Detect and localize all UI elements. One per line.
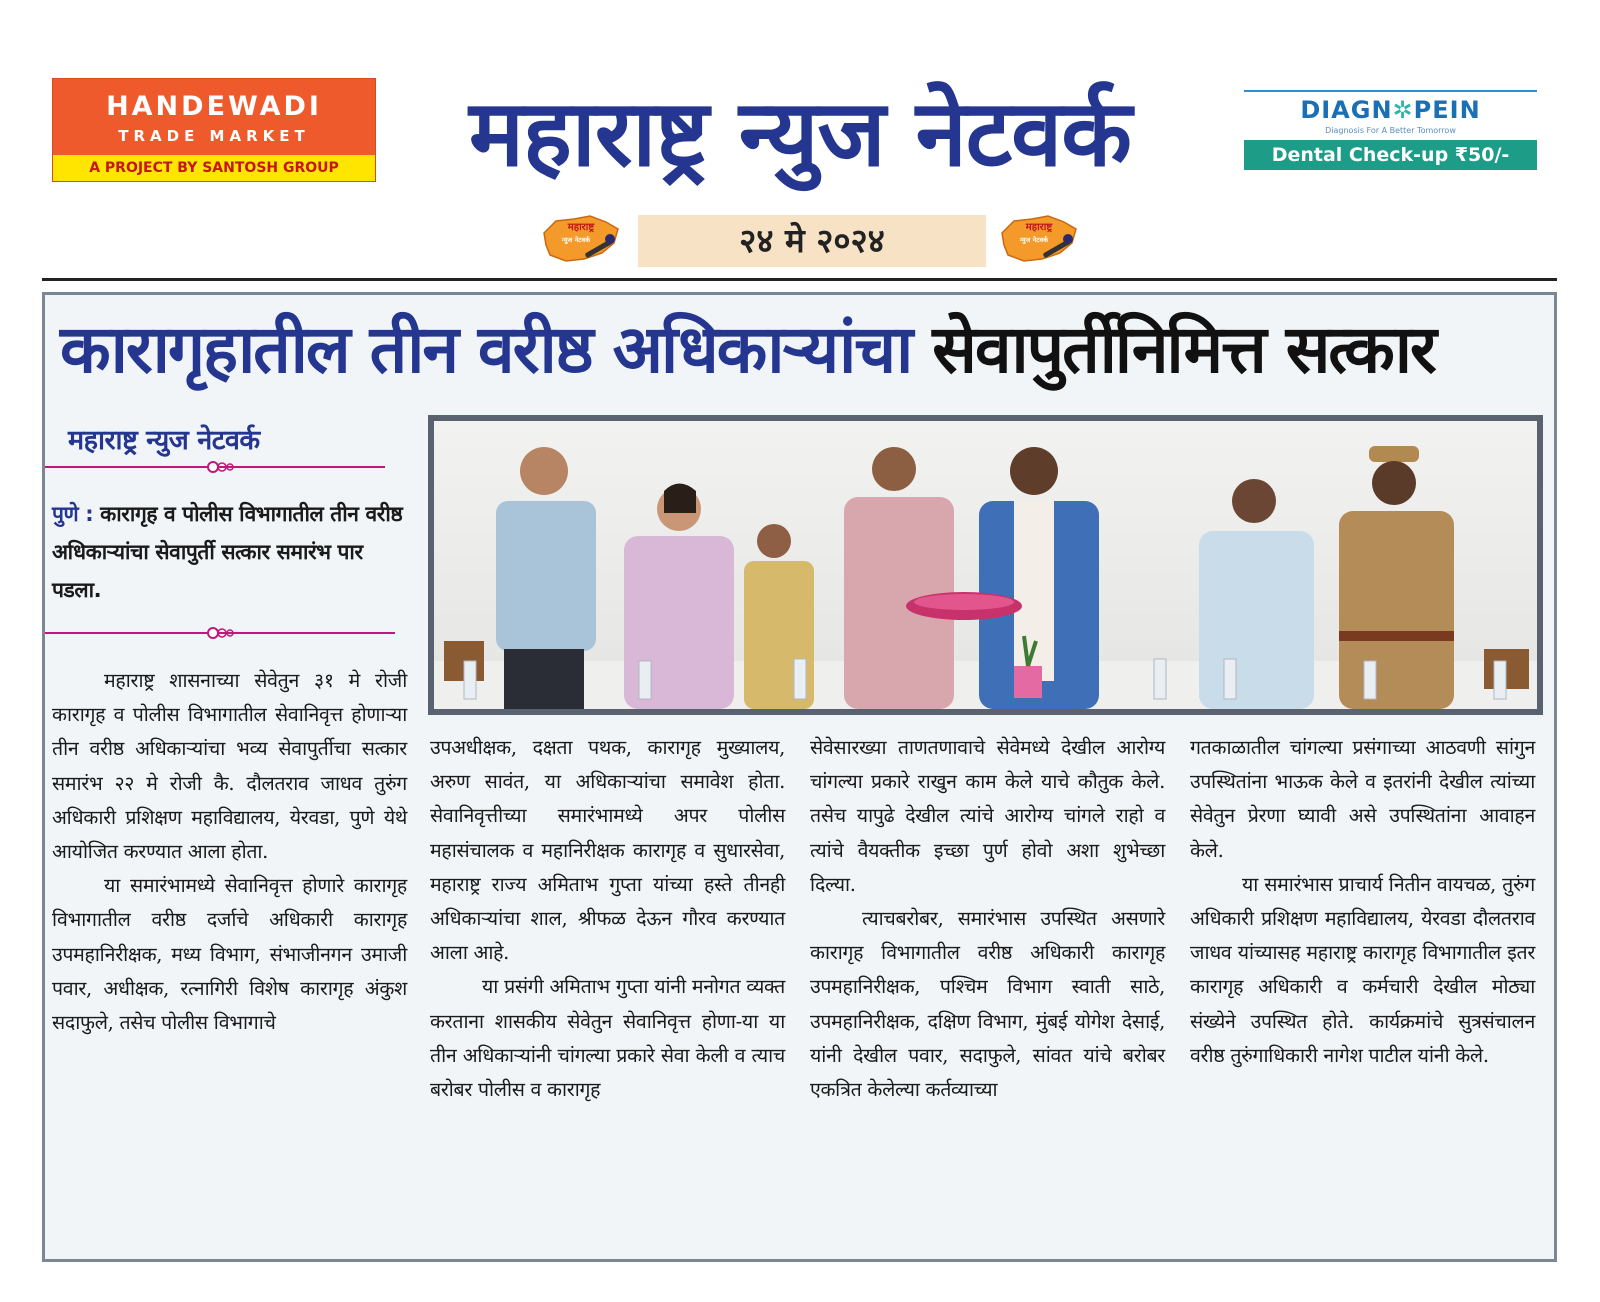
- maharashtra-map-logo-right: [998, 213, 1080, 267]
- paragraph: गतकाळातील चांगल्या प्रसंगाच्या आठवणी सांगुन उपस्थितांना भाऊक केले व इतरांनी देखील त्यांच्या सेवेतुन प्रेरणा घ्यावी असे उपस्थितांना आवाहन केले.: [1190, 736, 1535, 862]
- ad-tagline: Diagnosis For A Better Tomorrow: [1325, 126, 1456, 135]
- article-summary: पुणे : कारागृह व पोलीस विभागातील तीन वरीष्ठ अधिकाऱ्यांचा सेवापुर्ती सत्कार समारंभ पार पडला.: [52, 502, 403, 602]
- ad-brand-name: HANDEWADI: [106, 91, 322, 122]
- masthead-title: महाराष्ट्र न्युज नेटवर्क: [469, 80, 1131, 187]
- paragraph: त्याचबरोबर, समारंभास उपस्थित असणारे कारागृह विभागातील वरीष्ठ अधिकारी कारागृह उपमहानिरीक्षक, पश्चिम विभाग स्वाती साठे, उपमहानिरीक्षक, दक्षिण विभाग, मुंबई योगेश देसाई, यांनी देखील पवार, सदाफुले, सांवत यांचे बरोबर एकत्रित केलेल्या कर्तव्याच्या: [810, 907, 1165, 1102]
- ad-brand-subtitle: TRADE MARKET: [118, 127, 310, 145]
- svg-text:न्युज नेटवर्क: न्युज नेटवर्क: [561, 236, 591, 244]
- maharashtra-map-logo-left: [540, 213, 622, 267]
- svg-text:महाराष्ट्र: महाराष्ट्र: [1025, 222, 1053, 233]
- article-column-1: [52, 664, 407, 1040]
- ad-logo: DIAGN✲PEIN: [1300, 96, 1481, 124]
- felicitation-photo: [428, 415, 1543, 715]
- svg-text:न्युज नेटवर्क: न्युज नेटवर्क: [1019, 236, 1049, 244]
- article-column-2: [430, 731, 785, 1107]
- ornament-divider-top: [45, 460, 385, 474]
- ad-offer-banner: Dental Check-up ₹50/-: [1244, 140, 1537, 170]
- svg-text:महाराष्ट्र: महाराष्ट्र: [567, 222, 595, 233]
- ornament-divider-bottom: [45, 626, 395, 640]
- article-column-3: [810, 731, 1165, 1107]
- header-divider: [42, 278, 1557, 281]
- handewadi-advertisement[interactable]: [52, 78, 376, 182]
- article-byline: महाराष्ट्र न्युज नेटवर्क: [68, 425, 260, 456]
- paragraph: या समारंभामध्ये सेवानिवृत्त होणारे कारागृह विभागातील वरीष्ठ दर्जाचे अधिकारी कारागृह उपमहानिरीक्षक, मध्य विभाग, संभाजीनगन उमाजी पवार, अधीक्षक, रत्नागिरी विशेष कारागृह अंकुश सदाफुले, तसेच पोलीस विभागाचे: [52, 874, 407, 1035]
- ad-project-strip: A PROJECT BY SANTOSH GROUP: [53, 155, 375, 181]
- paragraph: या प्रसंगी अमिताभ गुप्ता यांनी मनोगत व्यक्त करताना शासकीय सेवेतुन सेवानिवृत्त होणा-या या तीन अधिकाऱ्यांनी चांगल्या प्रकारे सेवा केली व त्याच बरोबर पोलीस व कारागृह: [430, 975, 785, 1102]
- paragraph: या समारंभास प्राचार्य नितीन वायचळ, तुरुंग अधिकारी प्रशिक्षण महाविद्यालय, येरवडा दौलतराव जाधव यांच्यासह महाराष्ट्र कारागृह विभागातील इतर कारागृह अधिकारी व कर्मचारी देखील मोठ्या संख्येने उपस्थित होते. कार्यक्रमांचे सुत्रसंचालन वरीष्ठ तुरुंगाधिकारी नागेश पाटील यांनी केले.: [1190, 872, 1535, 1067]
- paragraph: महाराष्ट्र शासनाच्या सेवेतुन ३१ मे रोजी कारागृह व पोलीस विभागातील सेवानिवृत्त होणाऱ्या तीन वरीष्ठ अधिकाऱ्यांचा भव्य सेवापुर्तीचा सत्कार समारंभ २२ मे रोजी कै. दौलतराव जाधव तुरुंग अधिकारी प्रशिक्षण महाविद्यालय, येरवडा, पुणे येथे आयोजित करण्यात आला होता.: [52, 669, 407, 864]
- paragraph: उपअधीक्षक, दक्षता पथक, कारागृह मुख्यालय, अरुण सावंत, या अधिकाऱ्यांचा समावेश होता. सेवानिवृत्तीच्या समारंभामध्ये अपर पोलीस महासंचालक व महानिरीक्षक कारागृह व सुधारसेवा, महाराष्ट्र राज्य अमिताभ गुप्ता यांच्या हस्ते तीनही अधिकाऱ्यांचा शाल, श्रीफळ देऊन गौरव करण्यात आला आहे.: [430, 736, 785, 965]
- article-column-4: [1190, 731, 1535, 1073]
- diagnopein-advertisement[interactable]: [1244, 90, 1537, 170]
- issue-date: २४ मे २०२४: [638, 215, 986, 267]
- article-headline: कारागृहातील तीन वरीष्ठ अधिकाऱ्यांचा सेवापुर्तीनिमित्त सत्कार: [60, 311, 1435, 388]
- paragraph: सेवेसारख्या ताणतणावाचे सेवेमध्ये देखील आरोग्य चांगल्या प्रकारे राखुन काम केले याचे कौतुक केले. तसेच यापुढे देखील त्यांचे आरोग्य चांगले राहो व त्यांचे वैयक्तीक इच्छा पुर्ण होवो अशा शुभेच्छा दिल्या.: [810, 736, 1165, 896]
- logo-flower-icon: ✲: [1392, 96, 1414, 124]
